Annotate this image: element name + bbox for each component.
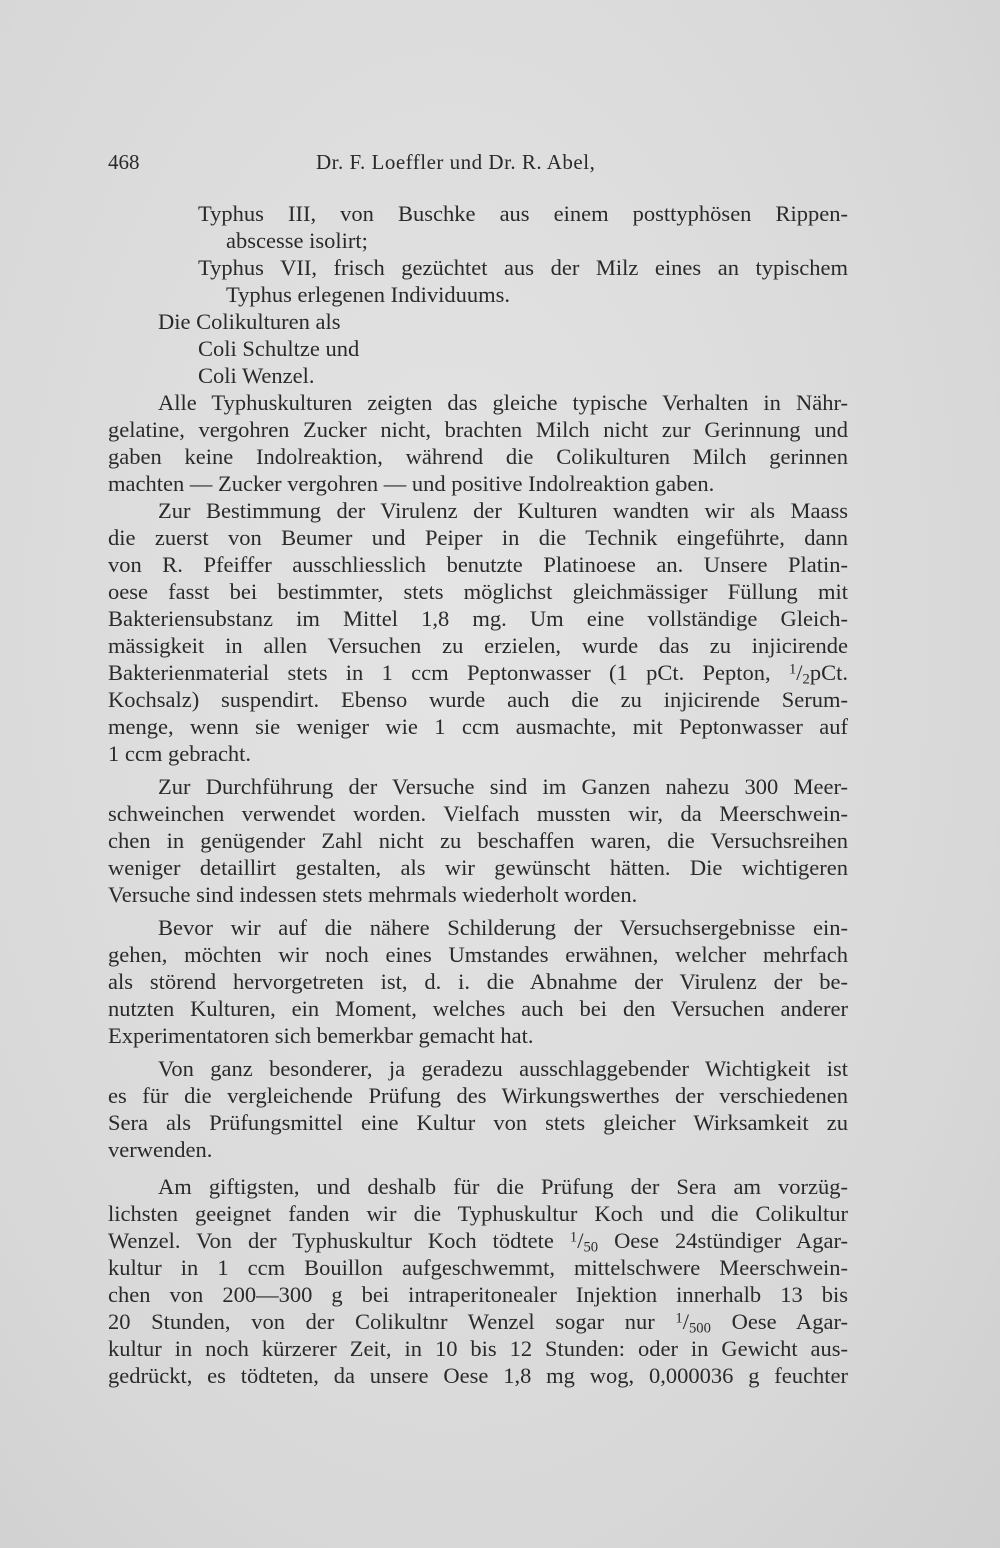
text-line: von R. Pfeiffer ausschliesslich benutzte Platinoese an. Unsere Platin- bbox=[108, 552, 848, 577]
text-line: menge, wenn sie weniger wie 1 ccm ausmachte, mit Peptonwasser auf bbox=[108, 714, 848, 739]
text-line: Zur Bestimmung der Virulenz der Kulturen wandten wir als Maass bbox=[158, 498, 848, 523]
text-line: Coli Wenzel. bbox=[198, 363, 315, 388]
text-line: Sera als Prüfungsmittel eine Kultur von stets gleicher Wirksamkeit zu bbox=[108, 1110, 848, 1135]
paragraph bbox=[108, 389, 848, 497]
paragraph bbox=[108, 1055, 848, 1163]
fraction-numerator: 1 bbox=[569, 1229, 578, 1246]
text-line: weniger detaillirt gestalten, als wir gewünscht hätten. Die wichtigeren bbox=[108, 855, 848, 880]
fraction-denominator: 2 bbox=[802, 671, 810, 688]
text-line: die zuerst von Beumer und Peiper in die Technik eingeführte, dann bbox=[108, 525, 848, 550]
text-line: chen in genügender Zahl nicht zu beschaffen waren, die Versuchsreihen bbox=[108, 828, 848, 853]
text-fragment: 20 Stunden, von der Colikultnr Wenzel sogar nur bbox=[108, 1309, 655, 1334]
text-line: kultur in noch kürzerer Zeit, in 10 bis 12 Stunden: oder in Gewicht aus- bbox=[108, 1336, 848, 1361]
running-title: Dr. F. Loeffler und Dr. R. Abel, bbox=[316, 150, 596, 174]
text-line: als störend hervorgetreten ist, d. i. die Abnahme der Virulenz der be- bbox=[108, 969, 848, 994]
text-line: gaben keine Indolreaktion, während die Colikulturen Milch gerinnen bbox=[108, 444, 848, 469]
text-line: 1 ccm gebracht. bbox=[108, 741, 252, 766]
paragraph bbox=[108, 497, 848, 767]
text-line-with-fraction: Bakterienmaterial stets in 1 ccm Peptonwasser (1 pCt. Pepton, $^1/_2pCt$. bbox=[108, 660, 848, 688]
body-text bbox=[108, 200, 848, 1389]
text-line-with-fraction: Wenzel. Von der Typhuskultur Koch tödtete $^1/_{50}$ Oese 24stündiger Agar- bbox=[108, 1228, 849, 1256]
text-line: schweinchen verwendet worden. Vielfach mussten wir, da Meerschwein- bbox=[108, 801, 848, 826]
text-line: Experimentatoren sich bemerkbar gemacht hat. bbox=[108, 1023, 534, 1048]
fraction-denominator: 500 bbox=[689, 1320, 711, 1337]
text-line: Alle Typhuskulturen zeigten das gleiche typische Verhalten in Nähr- bbox=[158, 390, 848, 415]
text-line: es für die vergleichende Prüfung des Wirkungswerthes der verschiedenen bbox=[108, 1083, 848, 1108]
text-fragment: Bakterienmaterial stets in 1 ccm Peptonwasser (1 pCt. Pepton, bbox=[108, 660, 771, 685]
spacer bbox=[108, 1163, 848, 1173]
text-line: gelatine, vergohren Zucker nicht, brachten Milch nicht zur Gerinnung und bbox=[108, 417, 848, 442]
text-fragment: pCt. bbox=[809, 660, 848, 685]
page-number: 468 bbox=[108, 150, 140, 174]
culture-list bbox=[108, 200, 848, 389]
text-line: kultur in 1 ccm Bouillon aufgeschwemmt, mittelschwere Meerschwein- bbox=[108, 1255, 848, 1280]
text-line: mässigkeit in allen Versuchen zu erzielen, wurde das zu injicirende bbox=[108, 633, 848, 658]
text-fragment: Oese 24stündiger Agar- bbox=[614, 1228, 849, 1253]
text-line: Die Colikulturen als bbox=[158, 309, 341, 334]
text-line: Typhus VII, frisch gezüchtet aus der Milz eines an typischem bbox=[198, 255, 848, 280]
text-line: nutzten Kulturen, ein Moment, welches auch bei den Versuchen anderer bbox=[108, 996, 848, 1021]
text-line: gehen, möchten wir noch eines Umstandes erwähnen, welcher mehrfach bbox=[108, 942, 848, 967]
text-line: Coli Schultze und bbox=[198, 336, 360, 361]
text-line: lichsten geeignet fanden wir die Typhuskultur Koch und die Colikultur bbox=[108, 1201, 848, 1226]
text-line: abscesse isolirt; bbox=[226, 228, 368, 253]
text-line: Typhus erlegenen Individuums. bbox=[226, 282, 510, 307]
text-line: machten — Zucker vergohren — und positive Indolreaktion gaben. bbox=[108, 471, 715, 496]
text-line: Von ganz besonderer, ja geradezu ausschlaggebender Wichtigkeit ist bbox=[158, 1056, 848, 1081]
text-line: chen von 200—300 g bei intraperitonealer Injektion innerhalb 13 bis bbox=[108, 1282, 848, 1307]
text-line-with-fraction: 20 Stunden, von der Colikultnr Wenzel sogar nur $^1/_{500}$ Oese Agar- bbox=[108, 1309, 849, 1337]
paragraph bbox=[108, 773, 848, 908]
paragraph bbox=[108, 914, 848, 1049]
fraction-numerator: 1 bbox=[788, 661, 797, 678]
text-line: Versuche sind indessen stets mehrmals wiederholt worden. bbox=[108, 882, 638, 907]
text-line: Bevor wir auf die nähere Schilderung der Versuchsergebnisse ein- bbox=[158, 915, 848, 940]
fraction-numerator: 1 bbox=[675, 1310, 683, 1327]
text-line: Am giftigsten, und deshalb für die Prüfung der Sera am vorzüg- bbox=[158, 1174, 848, 1199]
text-line: Bakteriensubstanz im Mittel 1,8 mg. Um eine vollständige Gleich- bbox=[108, 606, 848, 631]
text-line: gedrückt, es tödteten, da unsere Oese 1,8 mg wog, 0,000036 g feuchter bbox=[108, 1363, 848, 1388]
text-line: oese fasst bei bestimmter, stets möglichst gleichmässiger Füllung mit bbox=[108, 579, 848, 604]
text-line: Typhus III, von Buschke aus einem posttyphösen Rippen- bbox=[198, 201, 848, 226]
text-fragment: Oese Agar- bbox=[731, 1309, 849, 1334]
text-line: Kochsalz) suspendirt. Ebenso wurde auch die zu injicirende Serum- bbox=[108, 687, 848, 712]
text-fragment: Wenzel. Von der Typhuskultur Koch tödtete bbox=[108, 1228, 554, 1253]
text-line: Zur Durchführung der Versuche sind im Ganzen nahezu 300 Meer- bbox=[158, 774, 848, 799]
paragraph bbox=[108, 1173, 848, 1389]
fraction-denominator: 50 bbox=[583, 1239, 599, 1256]
text-line: verwenden. bbox=[108, 1137, 213, 1162]
page-header bbox=[108, 150, 848, 186]
